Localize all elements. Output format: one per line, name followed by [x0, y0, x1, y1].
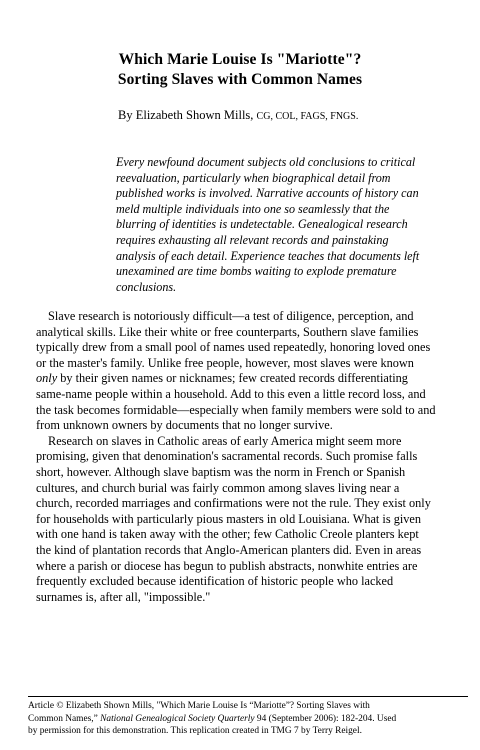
body-line: same-name people within a household. Add to this even a little record loss, and	[36, 386, 426, 401]
body-line: or the master's family. Unlike free people, however, most slaves were known	[36, 355, 414, 370]
title-line-1: Which Marie Louise Is "Mariotte"?	[118, 51, 362, 68]
body-line: surnames is, after all, "impossible."	[36, 589, 211, 604]
body-line: the task becomes formidable—especially when family members were sold to and	[36, 402, 436, 417]
body-line: frequently excluded because identification of historic people who lacked	[36, 574, 394, 589]
body-line: the kind of plantation records that Anglo-American planters did. Even in areas	[36, 542, 422, 557]
body-line: where a parish or diocese has begun to publish abstracts, nonwhite entries are	[36, 558, 418, 573]
author-name: By Elizabeth Shown Mills,	[118, 108, 254, 122]
footer-text: 94 (September 2006): 182-204. Used	[254, 713, 397, 724]
abstract-line: conclusions.	[116, 279, 177, 294]
body-line: Research on slaves in Catholic areas of early America might seem more	[48, 433, 402, 448]
footer-text: Common Names,”	[28, 713, 101, 724]
journal-title: National Genealogical Society Quarterly	[100, 713, 255, 724]
article-body	[36, 309, 456, 605]
footer-divider	[28, 696, 468, 697]
author-credentials: CG, COL, FAGS, FNGS.	[256, 111, 359, 122]
emphasis-only: only	[36, 371, 58, 386]
abstract-line: unexamined are time bombs waiting to explode premature	[116, 264, 397, 279]
footer-line	[28, 713, 472, 726]
abstract-line: analysis of each detail. Experience teaches that documents left	[116, 248, 420, 263]
abstract	[116, 155, 436, 295]
abstract-line: Every newfound document subjects old conclusions to critical	[116, 155, 416, 169]
footer-line: Article © Elizabeth Shown Mills, "Which Marie Louise Is “Mariotte”? Sorting Slaves with	[28, 701, 370, 711]
abstract-line: published works is involved. Narrative accounts of history can	[116, 186, 419, 201]
abstract-line: blurring of identities is undetectable. Genealogical research	[116, 217, 408, 232]
body-line: with one hand is taken away with the other; few Catholic Creole planters kept	[36, 527, 419, 542]
footer-line: by permission for this demonstration. This replication created in TMG 7 by Terry Reigel.	[28, 726, 362, 736]
body-line: from unknown owners by documents that no longer survive.	[36, 418, 333, 433]
abstract-line: reevaluation, particularly when biographical detail from	[116, 170, 391, 185]
body-line: church, recorded marriages and confirmations were not the rule. They exist only	[36, 496, 431, 511]
abstract-line: meld multiple individuals into one so seamlessly that the	[116, 201, 390, 216]
body-line	[36, 371, 456, 387]
article-title	[0, 50, 480, 90]
body-line: analytical skills. Like their white or free counterparts, Southern slave families	[36, 324, 419, 339]
title-line-2: Sorting Slaves with Common Names	[117, 71, 363, 88]
body-line-rest: by their given names or nicknames; few created records differentiating	[57, 371, 408, 386]
abstract-line: requires exhausting all relevant records and painstaking	[116, 232, 389, 247]
footer-citation	[28, 700, 472, 738]
body-line: Slave research is notoriously difficult—a test of diligence, perception, and	[48, 309, 414, 323]
body-line: promising, given that denomination's sacramental records. Such promise falls	[36, 449, 418, 464]
body-line: typically drew from a small pool of names used repeatedly, honoring loved ones	[36, 340, 431, 355]
body-line: short, however. Although slave baptism was the norm in French or Spanish	[36, 464, 406, 479]
body-line: cultures, and church burial was fairly common among slaves living near a	[36, 480, 400, 495]
author-byline	[118, 107, 358, 125]
body-line: for households with particularly pious masters in old Louisiana. What is given	[36, 511, 422, 526]
